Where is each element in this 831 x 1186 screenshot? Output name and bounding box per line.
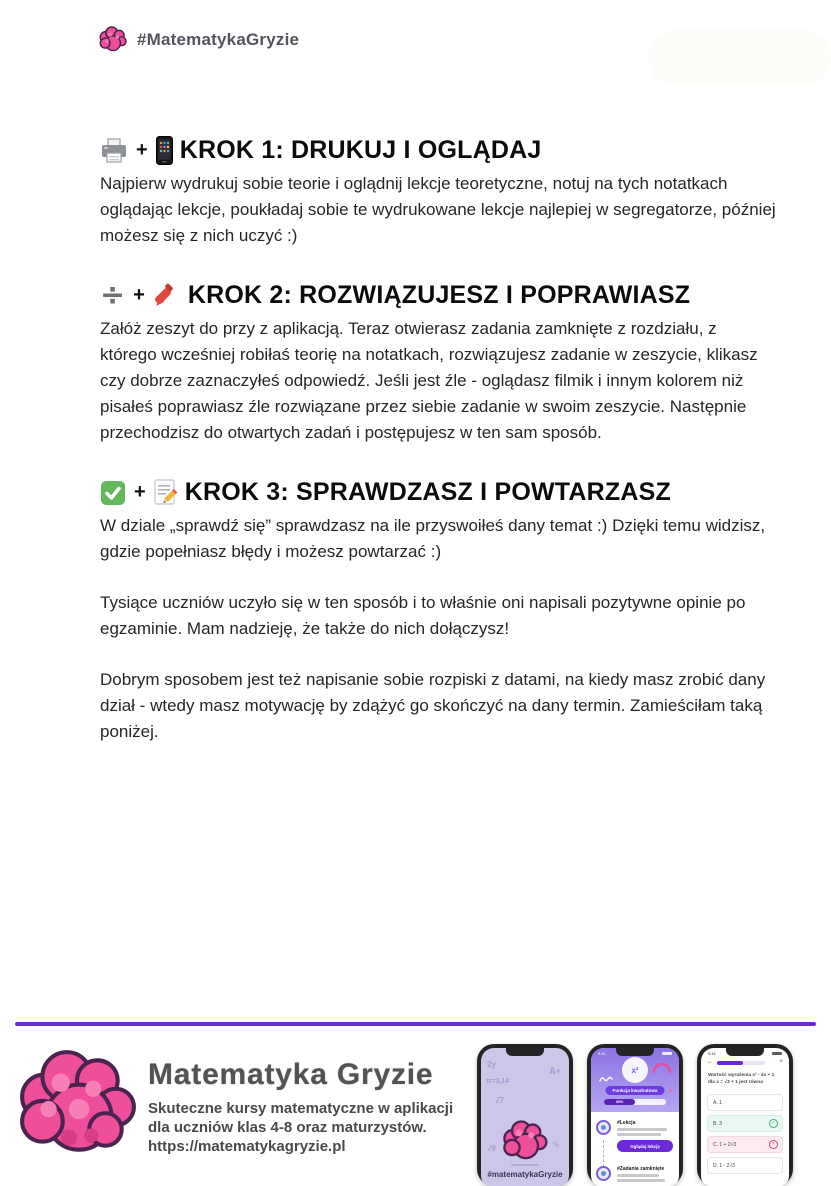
phone-notch (726, 1048, 764, 1056)
brain-icon (502, 1120, 548, 1167)
footer-title: Matematyka Gryzie (148, 1058, 434, 1091)
check-icon (100, 480, 126, 506)
footer-text-block (148, 1058, 478, 1156)
section-krok-1 (100, 136, 776, 249)
header-logo-text: #MatematykaGryzie (137, 29, 300, 49)
arc-decoration (653, 1060, 671, 1078)
chapter-title-pill: Funkcja kwadratowa (606, 1086, 665, 1095)
section-krok-2 (100, 277, 776, 446)
quiz-question-line1: Wartość wyrażenia x² - 4x + 1 (708, 1073, 775, 1078)
math-doodle: π=3,14 (486, 1078, 510, 1085)
krok-2-body: Załóż zeszyt do przy z aplikacją. Teraz otwierasz zadania zamknięte z rozdziału, z którego wcześniej robiłaś teorię na notatkach, rozwiązujesz zadanie w zeszycie, klikasz czy dobrze zaznaczyłeś odpowiedź. Jeśli jest źle - oglądasz filmik i innym kolorem niż pisałeś poprawiasz źle rozwiązane przez siebie zadanie w swoim zeszycie. Następnie przechodzisz do otwartych zadań i postępujesz w ten sam sposób. (100, 319, 758, 442)
phone-notch (506, 1048, 544, 1056)
footer-subtitle (148, 1099, 478, 1156)
footer-url: https://matematykagryzie.pl (148, 1138, 346, 1155)
krok-1-title: KROK 1: DRUKUJ I OGLĄDAJ (179, 136, 542, 164)
text-line-placeholder (617, 1179, 665, 1182)
answer-label: B. 3 (713, 1120, 722, 1127)
krok-3-body: W dziale „sprawdź się” sprawdzasz na ile przyswoiłeś dany temat :) Dzięki temu widzisz, gdzie popełniasz błędy i możesz powtarzać :) (100, 516, 766, 561)
lesson-item-icon (596, 1120, 611, 1135)
divider (511, 1164, 539, 1166)
answer-option-a (707, 1094, 783, 1111)
chapter-progress-bar (604, 1099, 666, 1105)
krok-1-body: Najpierw wydrukuj sobie teorie i oglądnij lekcje teoretyczne, notuj na tych notatkach oglądając lekcje, poukładaj sobie te wydrukowane lekcje najlepiej w segregatorze, później możesz się z nich uczyć :) (100, 174, 776, 245)
memo-icon (154, 479, 178, 506)
plus-sign: + (133, 284, 145, 306)
krok-3-heading (100, 478, 776, 507)
phone2-screen (591, 1048, 679, 1186)
phone1-screen (481, 1048, 569, 1186)
status-time: 9:41 (708, 1051, 716, 1056)
lesson-item-title: #Lekcja (617, 1120, 636, 1126)
phone-mockup-3 (697, 1044, 793, 1186)
math-doodle: √7 (495, 1096, 504, 1105)
app-screenshots (477, 1044, 793, 1186)
answer-option-b (707, 1115, 783, 1132)
brain-icon (98, 26, 128, 53)
quiz-progress-bar (717, 1061, 765, 1065)
answer-label: A. 1 (713, 1099, 722, 1106)
krok-3-title: KROK 3: SPRAWDZASZ I POWTARZASZ (184, 478, 671, 506)
back-arrow-icon: ← (707, 1059, 713, 1065)
correct-check-icon: ✓ (769, 1119, 778, 1128)
printer-icon (100, 138, 128, 164)
krok-2-title: KROK 2: ROZWIĄZUJESZ I POPRAWIASZ (187, 281, 691, 309)
crayon-icon (153, 283, 181, 309)
status-time: 9:41 (598, 1051, 606, 1056)
battery-icon (772, 1052, 782, 1055)
krok-2-heading (100, 277, 776, 313)
close-icon: × (779, 1059, 783, 1065)
header-logo (98, 26, 299, 53)
watch-lesson-button: Oglądaj lekcję (617, 1140, 673, 1152)
plus-sign: + (134, 481, 146, 503)
quiz-progress-fill (717, 1061, 743, 1065)
chapter-symbol: x² (622, 1057, 648, 1083)
math-doodle: 2y (487, 1060, 496, 1069)
quiz-question (708, 1072, 774, 1086)
answer-option-c (707, 1136, 783, 1153)
plus-sign: + (136, 139, 148, 161)
text-line-placeholder (617, 1133, 661, 1136)
phone-mockup-1 (477, 1044, 573, 1186)
wrong-cross-icon: × (769, 1140, 778, 1149)
answer-label: C. 1 + 2√3 (713, 1141, 737, 1148)
phone2-header (591, 1048, 679, 1112)
footer-subtitle-line1: Skuteczne kursy matematyczne w aplikacji (148, 1100, 454, 1117)
closed-tasks-item-title: #Zadania zamknięte (617, 1166, 665, 1172)
answer-label: D. 1 - 2√3 (713, 1162, 735, 1169)
footer-brain-icon (16, 1048, 138, 1165)
quiz-question-line2: dla x = √3 + 1 jest równa (708, 1080, 763, 1085)
main-content (100, 136, 776, 745)
math-doodle: ½ (552, 1140, 559, 1149)
phone-mockup-2 (587, 1044, 683, 1186)
phone3-screen (701, 1048, 789, 1186)
smartphone-icon (156, 136, 173, 165)
footer-subtitle-line2: dla uczniów klas 4-8 oraz maturzystów. (148, 1119, 427, 1136)
text-line-placeholder (617, 1128, 667, 1131)
battery-icon (662, 1052, 672, 1055)
chapter-progress-fill: 30% (604, 1099, 635, 1105)
plus-icon: + (668, 1086, 673, 1095)
math-doodle: A+ (549, 1066, 561, 1076)
answer-option-d (707, 1157, 783, 1174)
krok-1-heading (100, 136, 776, 165)
faded-badge (648, 30, 831, 86)
phone1-watermark: #matematykaGryzie (487, 1170, 563, 1179)
paragraph-schedule: Dobrym sposobem jest też napisanie sobie rozpiski z datami, na kiedy masz zrobić dany dział - wtedy masz motywację by zdążyć go skończyć na dany termin. Zamieściłam taką poniżej. (100, 670, 766, 741)
section-krok-3 (100, 478, 776, 565)
division-icon: ÷ (100, 277, 126, 313)
phone-notch (616, 1048, 654, 1056)
purple-divider (15, 1022, 816, 1026)
closed-tasks-item-icon (596, 1166, 611, 1181)
math-doodle: √9 (487, 1144, 496, 1153)
text-line-placeholder (617, 1174, 659, 1177)
paragraph-students: Tysiące uczniów uczyło się w ten sposób i to właśnie oni napisali pozytywne opinie po egzaminie. Mam nadzieję, że także do nich dołączysz! (100, 593, 746, 638)
